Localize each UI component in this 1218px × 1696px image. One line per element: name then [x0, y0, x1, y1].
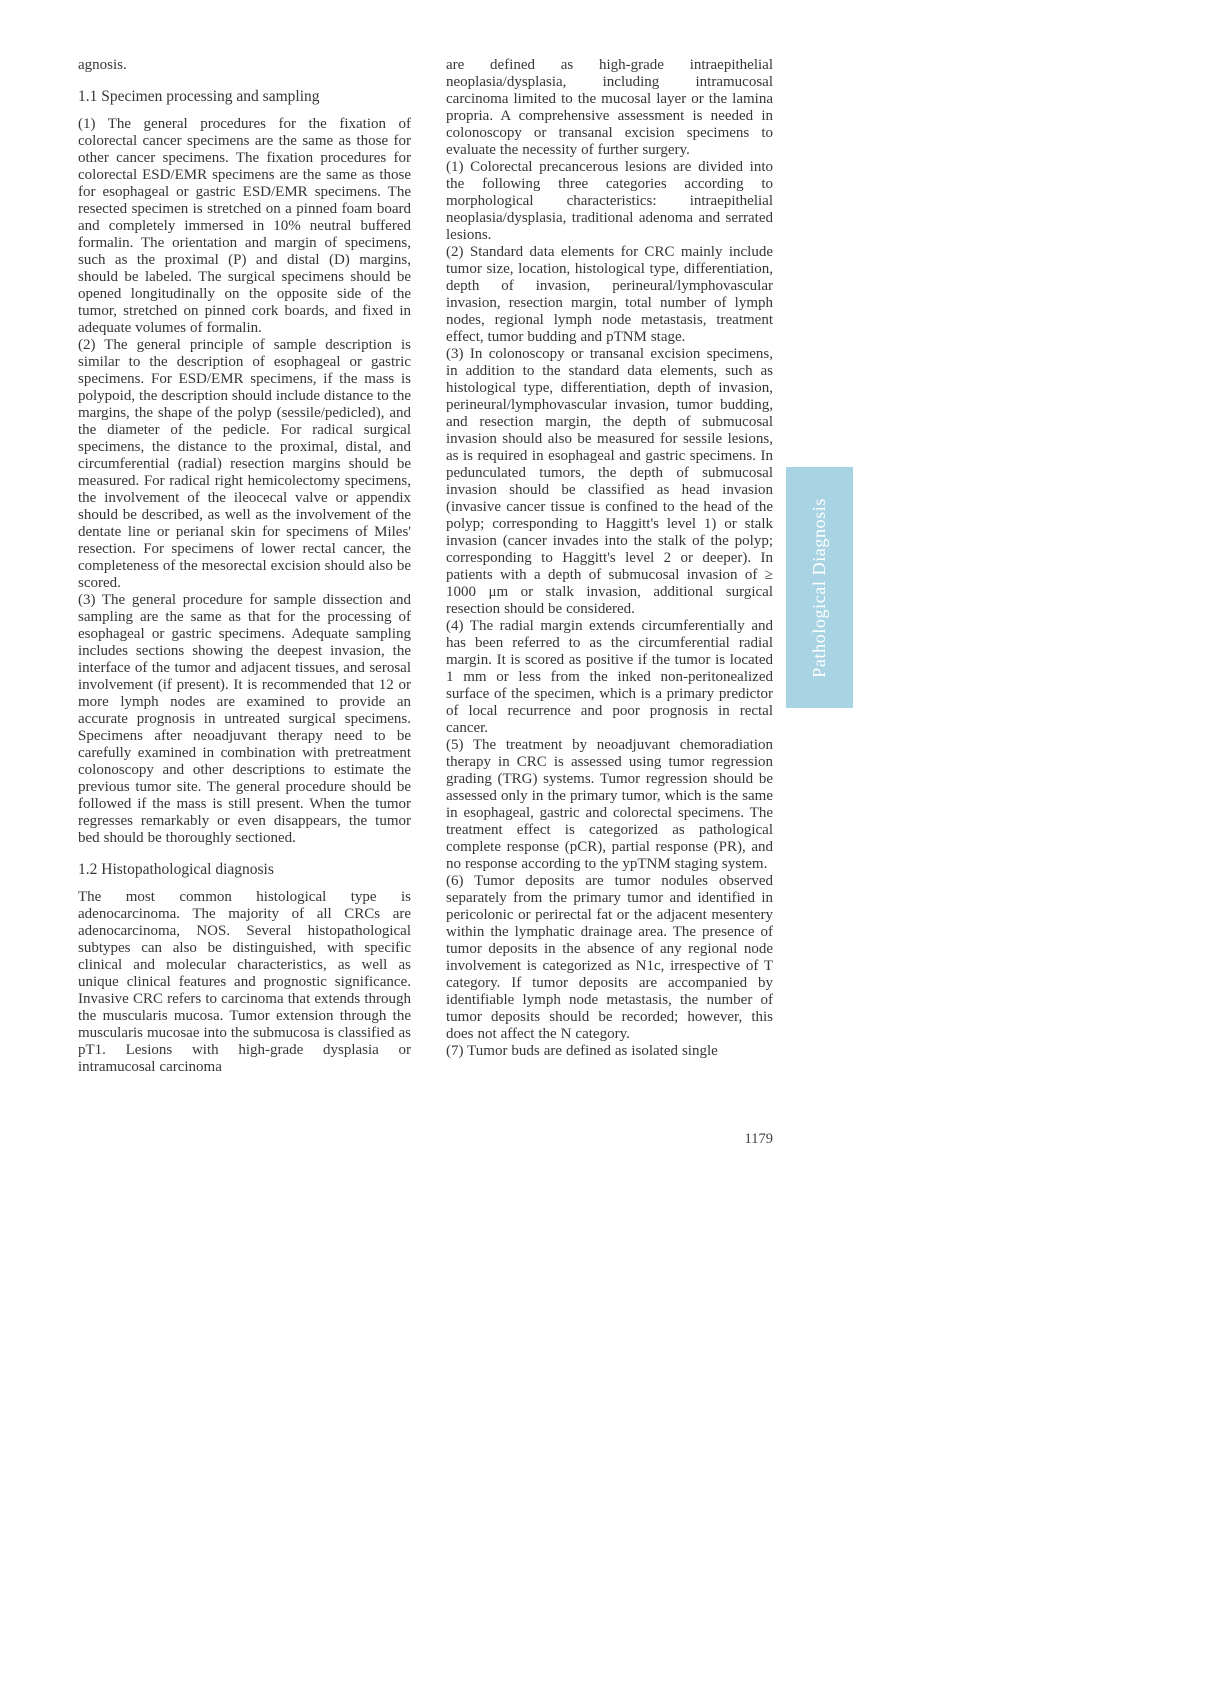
chapter-tab-pathological-diagnosis — [786, 467, 853, 708]
paragraph: (3) In colonoscopy or transanal excision specimens, in addition to the standard data elements, such as histological type, differentiation, depth of invasion, perineural/lymphovascular invasion, tumor budding, and resection margin, the depth of submucosal invasion should also be measured for sessile lesions, as is required in esophageal and gastric specimens. In pedunculated tumors, the depth of submucosal invasion should be classified as head invasion (invasive cancer tissue is confined to the head of the polyp; corresponding to Haggitt's level 1) or stalk invasion (cancer invades into the stalk of the polyp; corresponding to Haggitt's level 2 or deeper). In patients with a depth of submucosal invasion of ≥ 1000 μm or stalk invasion, additional surgical resection should be considered. — [446, 346, 773, 617]
chapter-tab-label: Pathological Diagnosis — [809, 497, 829, 678]
paragraph: (6) Tumor deposits are tumor nodules observed separately from the primary tumor and identified in pericolonic or perirectal fat or the adjacent mesentery within the lymphatic drainage area. The presence of tumor deposits in the absence of any regional node involvement is categorized as N1c, irrespective of T category. If tumor deposits are accompanied by identifiable lymph node metastasis, the number of tumor deposits should be recorded; however, this does not affect the N category. — [446, 873, 773, 1042]
paragraph: (1) Colorectal precancerous lesions are divided into the following three categories according to morphological characteristics: intraepithelial neoplasia/dysplasia, traditional adenoma and serrated lesions. — [446, 159, 773, 243]
continued-text-fragment: agnosis. — [78, 57, 127, 73]
paragraph: (1) The general procedures for the fixation of colorectal cancer specimens are the same as those for other cancer specimens. The fixation procedures for colorectal ESD/EMR specimens are the same as those for esophageal or gastric ESD/EMR specimens. The resected specimen is stretched on a pinned foam board and completely immersed in 10% neutral buffered formalin. The orientation and margin of specimens, such as the proximal (P) and distal (D) margins, should be labeled. The surgical specimens should be opened longitudinally on the opposite side of the tumor, stretched on pinned cork boards, and fixed in adequate volumes of formalin. — [78, 116, 411, 336]
paragraph: are defined as high-grade intraepithelial neoplasia/dysplasia, including intramucosal carcinoma limited to the mucosal layer or the lamina propria. A comprehensive assessment is needed in colonoscopy or transanal excision specimens to evaluate the necessity of further surgery. — [446, 57, 773, 158]
section-heading-1-2: 1.2 Histopathological diagnosis — [78, 861, 274, 878]
paragraph: (2) The general principle of sample description is similar to the description of esophageal or gastric specimens. For ESD/EMR specimens, if the mass is polypoid, the description should include distance to the margins, the shape of the polyp (sessile/pedicled), and the diameter of the pedicle. For radical surgical specimens, the distance to the proximal, distal, and circumferential (radial) resection margins should be measured. For radical right hemicolectomy specimens, the involvement of the ileocecal valve or appendix should be described, as well as the involvement of the dentate line or perianal skin for specimens of Miles' resection. For specimens of lower rectal cancer, the completeness of the mesorectal excision should also be scored. — [78, 337, 412, 591]
section-heading-1-1: 1.1 Specimen processing and sampling — [78, 88, 320, 105]
paragraph: (5) The treatment by neoadjuvant chemoradiation therapy in CRC is assessed using tumor regression grading (TRG) systems. Tumor regression should be assessed only in the primary tumor, which is the same in esophageal, gastric and colorectal specimens. The treatment effect is categorized as pathological complete response (pCR), partial response (PR), and no response according to the ypTNM staging system. — [446, 737, 773, 872]
paragraph: The most common histological type is adenocarcinoma. The majority of all CRCs are adenocarcinoma, NOS. Several histopathological subtypes can also be distinguished, with specific clinical and molecular characteristics, as well as unique clinical features and prognostic significance. Invasive CRC refers to carcinoma that extends through the muscularis mucosa. Tumor extension through the muscularis mucosae into the submucosa is classified as pT1. Lesions with high-grade dysplasia or intramucosal carcinoma — [78, 889, 411, 1075]
left-column — [78, 57, 411, 1076]
right-column — [446, 57, 773, 1060]
page-number: 1179 — [744, 1131, 773, 1147]
paragraph: (3) The general procedure for sample dissection and sampling are the same as that for the processing of esophageal or gastric specimens. Adequate sampling includes sections showing the deepest invasion, the interface of the tumor and adjacent tissues, and serosal involvement (if present). It is recommended that 12 or more lymph nodes are examined to provide an accurate prognosis in untreated surgical specimens. Specimens after neoadjuvant therapy need to be carefully examined in combination with pretreatment colonoscopy and other descriptions to estimate the previous tumor site. The general procedure should be followed if the mass is still present. When the tumor regresses remarkably or even disappears, the tumor bed should be thoroughly sectioned. — [78, 592, 411, 846]
paragraph: (2) Standard data elements for CRC mainly include tumor size, location, histological type, differentiation, depth of invasion, perineural/lymphovascular invasion, resection margin, total number of lymph nodes, regional lymph node metastasis, treatment effect, tumor budding and pTNM stage. — [446, 244, 773, 345]
paragraph: (4) The radial margin extends circumferentially and has been referred to as the circumferential radial margin. It is scored as positive if the tumor is located 1 mm or less from the inked non-peritonealized surface of the specimen, which is a primary predictor of local recurrence and poor prognosis in rectal cancer. — [446, 618, 773, 736]
paragraph: (7) Tumor buds are defined as isolated single — [446, 1043, 718, 1059]
